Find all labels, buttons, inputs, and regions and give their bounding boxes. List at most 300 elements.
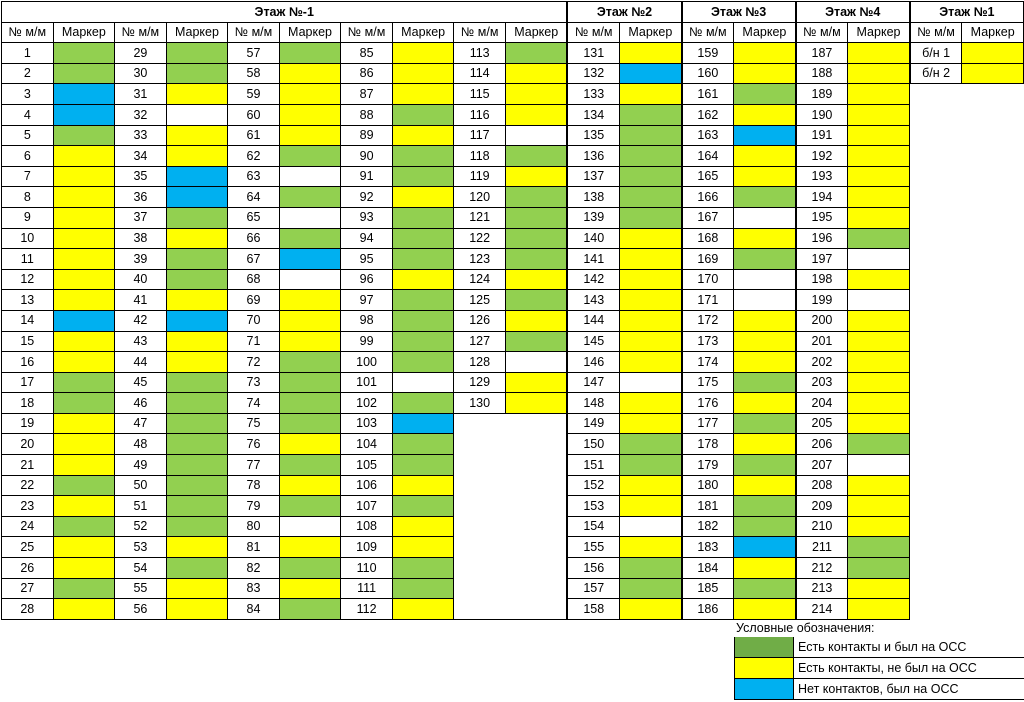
marker-cell[interactable] xyxy=(166,228,228,249)
space-number[interactable]: 10 xyxy=(2,228,54,249)
space-number[interactable]: 138 xyxy=(567,187,619,208)
marker-cell[interactable] xyxy=(166,578,228,599)
marker-cell[interactable] xyxy=(848,187,910,208)
space-number[interactable]: 87 xyxy=(341,84,393,105)
space-number[interactable]: 63 xyxy=(228,166,280,187)
marker-cell[interactable] xyxy=(166,455,228,476)
marker-cell[interactable] xyxy=(279,331,341,352)
space-number[interactable]: 56 xyxy=(115,599,167,620)
space-number[interactable]: 105 xyxy=(341,455,393,476)
marker-cell[interactable] xyxy=(392,393,454,414)
space-number[interactable]: 166 xyxy=(682,187,734,208)
marker-cell[interactable] xyxy=(53,434,115,455)
space-number[interactable]: 54 xyxy=(115,558,167,579)
space-number[interactable]: 107 xyxy=(341,496,393,517)
space-number[interactable]: 14 xyxy=(2,310,54,331)
space-number[interactable]: 17 xyxy=(2,372,54,393)
marker-cell[interactable] xyxy=(848,331,910,352)
space-number[interactable]: 211 xyxy=(796,537,848,558)
marker-cell[interactable] xyxy=(505,84,567,105)
space-number[interactable]: 31 xyxy=(115,84,167,105)
marker-cell[interactable] xyxy=(734,249,796,270)
space-number[interactable]: 204 xyxy=(796,393,848,414)
space-number[interactable]: 6 xyxy=(2,146,54,167)
marker-cell[interactable] xyxy=(279,228,341,249)
marker-cell[interactable] xyxy=(166,187,228,208)
marker-cell[interactable] xyxy=(279,84,341,105)
marker-cell[interactable] xyxy=(53,146,115,167)
space-number[interactable]: 30 xyxy=(115,63,167,84)
marker-cell[interactable] xyxy=(848,496,910,517)
marker-cell[interactable] xyxy=(734,578,796,599)
marker-cell[interactable] xyxy=(848,558,910,579)
space-number[interactable]: 183 xyxy=(682,537,734,558)
marker-cell[interactable] xyxy=(53,249,115,270)
marker-cell[interactable] xyxy=(620,290,682,311)
marker-cell[interactable] xyxy=(166,475,228,496)
marker-cell[interactable] xyxy=(279,578,341,599)
space-number[interactable]: 161 xyxy=(682,84,734,105)
space-number[interactable]: 85 xyxy=(341,43,393,64)
space-number[interactable]: 73 xyxy=(228,372,280,393)
space-number[interactable]: 133 xyxy=(567,84,619,105)
space-number[interactable]: 208 xyxy=(796,475,848,496)
space-number[interactable]: 109 xyxy=(341,537,393,558)
marker-cell[interactable] xyxy=(505,63,567,84)
marker-cell[interactable] xyxy=(620,331,682,352)
space-number[interactable]: 78 xyxy=(228,475,280,496)
marker-cell[interactable] xyxy=(166,310,228,331)
marker-cell[interactable] xyxy=(505,372,567,393)
space-number[interactable]: 134 xyxy=(567,104,619,125)
space-number[interactable]: 37 xyxy=(115,207,167,228)
space-number[interactable]: 106 xyxy=(341,475,393,496)
space-number[interactable]: 62 xyxy=(228,146,280,167)
space-number[interactable]: 130 xyxy=(454,393,506,414)
marker-cell[interactable] xyxy=(392,496,454,517)
space-number[interactable]: 206 xyxy=(796,434,848,455)
marker-cell[interactable] xyxy=(392,187,454,208)
space-number[interactable]: 13 xyxy=(2,290,54,311)
marker-cell[interactable] xyxy=(505,331,567,352)
marker-cell[interactable] xyxy=(734,125,796,146)
marker-cell[interactable] xyxy=(166,63,228,84)
marker-cell[interactable] xyxy=(734,331,796,352)
marker-cell[interactable] xyxy=(848,413,910,434)
space-number[interactable]: 45 xyxy=(115,372,167,393)
space-number[interactable]: 68 xyxy=(228,269,280,290)
marker-cell[interactable] xyxy=(734,310,796,331)
marker-cell[interactable] xyxy=(848,310,910,331)
marker-cell[interactable] xyxy=(848,516,910,537)
space-number[interactable]: 199 xyxy=(796,290,848,311)
marker-cell[interactable] xyxy=(848,352,910,373)
space-number[interactable]: 49 xyxy=(115,455,167,476)
marker-cell[interactable] xyxy=(620,578,682,599)
marker-cell[interactable] xyxy=(734,496,796,517)
space-number[interactable]: 27 xyxy=(2,578,54,599)
marker-cell[interactable] xyxy=(392,372,454,393)
space-number[interactable]: 32 xyxy=(115,104,167,125)
space-number[interactable]: 136 xyxy=(567,146,619,167)
space-number[interactable]: 43 xyxy=(115,331,167,352)
space-number[interactable]: 92 xyxy=(341,187,393,208)
space-number[interactable]: 94 xyxy=(341,228,393,249)
space-number[interactable]: 55 xyxy=(115,578,167,599)
marker-cell[interactable] xyxy=(53,331,115,352)
marker-cell[interactable] xyxy=(279,352,341,373)
space-number[interactable]: 65 xyxy=(228,207,280,228)
marker-cell[interactable] xyxy=(620,413,682,434)
marker-cell[interactable] xyxy=(392,413,454,434)
space-number[interactable]: 164 xyxy=(682,146,734,167)
space-number[interactable]: 67 xyxy=(228,249,280,270)
space-number[interactable]: 33 xyxy=(115,125,167,146)
marker-cell[interactable] xyxy=(848,537,910,558)
marker-cell[interactable] xyxy=(279,43,341,64)
space-number[interactable]: 66 xyxy=(228,228,280,249)
space-number[interactable]: 39 xyxy=(115,249,167,270)
space-number[interactable]: 60 xyxy=(228,104,280,125)
space-number[interactable]: 88 xyxy=(341,104,393,125)
marker-cell[interactable] xyxy=(620,228,682,249)
marker-cell[interactable] xyxy=(505,249,567,270)
space-number[interactable]: 213 xyxy=(796,578,848,599)
space-number[interactable]: 50 xyxy=(115,475,167,496)
space-number[interactable]: 84 xyxy=(228,599,280,620)
marker-cell[interactable] xyxy=(392,455,454,476)
marker-cell[interactable] xyxy=(166,104,228,125)
marker-cell[interactable] xyxy=(848,249,910,270)
space-number[interactable]: 64 xyxy=(228,187,280,208)
space-number[interactable]: 57 xyxy=(228,43,280,64)
space-number[interactable]: 147 xyxy=(567,372,619,393)
marker-cell[interactable] xyxy=(279,372,341,393)
marker-cell[interactable] xyxy=(166,331,228,352)
space-number[interactable]: 18 xyxy=(2,393,54,414)
space-number[interactable]: 184 xyxy=(682,558,734,579)
space-number[interactable]: 175 xyxy=(682,372,734,393)
marker-cell[interactable] xyxy=(392,207,454,228)
space-number[interactable]: 52 xyxy=(115,516,167,537)
marker-cell[interactable] xyxy=(279,125,341,146)
marker-cell[interactable] xyxy=(166,413,228,434)
space-number[interactable]: 53 xyxy=(115,537,167,558)
space-number[interactable]: 83 xyxy=(228,578,280,599)
marker-cell[interactable] xyxy=(392,310,454,331)
space-number[interactable]: 194 xyxy=(796,187,848,208)
space-number[interactable]: 16 xyxy=(2,352,54,373)
space-number[interactable]: 190 xyxy=(796,104,848,125)
space-number[interactable]: 21 xyxy=(2,455,54,476)
marker-cell[interactable] xyxy=(848,269,910,290)
space-number[interactable]: 168 xyxy=(682,228,734,249)
space-number[interactable]: 173 xyxy=(682,331,734,352)
marker-cell[interactable] xyxy=(505,290,567,311)
marker-cell[interactable] xyxy=(505,207,567,228)
marker-cell[interactable] xyxy=(279,249,341,270)
marker-cell[interactable] xyxy=(848,43,910,64)
marker-cell[interactable] xyxy=(620,187,682,208)
space-number[interactable]: 26 xyxy=(2,558,54,579)
marker-cell[interactable] xyxy=(505,310,567,331)
space-number[interactable]: 169 xyxy=(682,249,734,270)
space-number[interactable]: 19 xyxy=(2,413,54,434)
marker-cell[interactable] xyxy=(166,207,228,228)
space-number[interactable]: 7 xyxy=(2,166,54,187)
space-number[interactable]: 122 xyxy=(454,228,506,249)
space-number[interactable]: 193 xyxy=(796,166,848,187)
space-number[interactable]: 151 xyxy=(567,455,619,476)
space-number[interactable]: б/н 2 xyxy=(910,63,962,84)
marker-cell[interactable] xyxy=(166,393,228,414)
space-number[interactable]: 113 xyxy=(454,43,506,64)
marker-cell[interactable] xyxy=(166,146,228,167)
marker-cell[interactable] xyxy=(962,63,1024,84)
marker-cell[interactable] xyxy=(505,187,567,208)
marker-cell[interactable] xyxy=(53,269,115,290)
marker-cell[interactable] xyxy=(53,228,115,249)
marker-cell[interactable] xyxy=(392,290,454,311)
marker-cell[interactable] xyxy=(734,166,796,187)
space-number[interactable]: 24 xyxy=(2,516,54,537)
space-number[interactable]: 143 xyxy=(567,290,619,311)
space-number[interactable]: 110 xyxy=(341,558,393,579)
space-number[interactable]: 51 xyxy=(115,496,167,517)
marker-cell[interactable] xyxy=(734,558,796,579)
marker-cell[interactable] xyxy=(734,290,796,311)
marker-cell[interactable] xyxy=(734,352,796,373)
marker-cell[interactable] xyxy=(392,331,454,352)
space-number[interactable]: 76 xyxy=(228,434,280,455)
marker-cell[interactable] xyxy=(848,455,910,476)
space-number[interactable]: 203 xyxy=(796,372,848,393)
marker-cell[interactable] xyxy=(279,413,341,434)
marker-cell[interactable] xyxy=(848,63,910,84)
marker-cell[interactable] xyxy=(392,475,454,496)
marker-cell[interactable] xyxy=(279,599,341,620)
space-number[interactable]: 116 xyxy=(454,104,506,125)
marker-cell[interactable] xyxy=(848,125,910,146)
marker-cell[interactable] xyxy=(166,125,228,146)
marker-cell[interactable] xyxy=(53,84,115,105)
space-number[interactable]: 129 xyxy=(454,372,506,393)
space-number[interactable]: 95 xyxy=(341,249,393,270)
space-number[interactable]: 61 xyxy=(228,125,280,146)
space-number[interactable]: 102 xyxy=(341,393,393,414)
space-number[interactable]: 9 xyxy=(2,207,54,228)
marker-cell[interactable] xyxy=(166,166,228,187)
marker-cell[interactable] xyxy=(279,269,341,290)
space-number[interactable]: 201 xyxy=(796,331,848,352)
marker-cell[interactable] xyxy=(620,516,682,537)
marker-cell[interactable] xyxy=(53,166,115,187)
marker-cell[interactable] xyxy=(392,84,454,105)
marker-cell[interactable] xyxy=(734,228,796,249)
space-number[interactable]: 12 xyxy=(2,269,54,290)
marker-cell[interactable] xyxy=(620,146,682,167)
space-number[interactable]: 192 xyxy=(796,146,848,167)
space-number[interactable]: 38 xyxy=(115,228,167,249)
space-number[interactable]: 108 xyxy=(341,516,393,537)
space-number[interactable]: 59 xyxy=(228,84,280,105)
space-number[interactable]: 214 xyxy=(796,599,848,620)
space-number[interactable]: 91 xyxy=(341,166,393,187)
space-number[interactable]: 118 xyxy=(454,146,506,167)
space-number[interactable]: 171 xyxy=(682,290,734,311)
space-number[interactable]: 142 xyxy=(567,269,619,290)
space-number[interactable]: 123 xyxy=(454,249,506,270)
marker-cell[interactable] xyxy=(53,104,115,125)
marker-cell[interactable] xyxy=(620,352,682,373)
space-number[interactable]: 96 xyxy=(341,269,393,290)
space-number[interactable]: 125 xyxy=(454,290,506,311)
space-number[interactable]: 165 xyxy=(682,166,734,187)
marker-cell[interactable] xyxy=(848,166,910,187)
marker-cell[interactable] xyxy=(53,43,115,64)
space-number[interactable]: 11 xyxy=(2,249,54,270)
marker-cell[interactable] xyxy=(392,352,454,373)
marker-cell[interactable] xyxy=(734,516,796,537)
space-number[interactable]: 70 xyxy=(228,310,280,331)
space-number[interactable]: 162 xyxy=(682,104,734,125)
space-number[interactable]: 29 xyxy=(115,43,167,64)
marker-cell[interactable] xyxy=(505,146,567,167)
space-number[interactable]: 81 xyxy=(228,537,280,558)
marker-cell[interactable] xyxy=(392,104,454,125)
space-number[interactable]: 112 xyxy=(341,599,393,620)
marker-cell[interactable] xyxy=(392,228,454,249)
space-number[interactable]: 172 xyxy=(682,310,734,331)
marker-cell[interactable] xyxy=(620,84,682,105)
space-number[interactable]: 144 xyxy=(567,310,619,331)
space-number[interactable]: 149 xyxy=(567,413,619,434)
space-number[interactable]: 139 xyxy=(567,207,619,228)
space-number[interactable]: 82 xyxy=(228,558,280,579)
marker-cell[interactable] xyxy=(279,310,341,331)
marker-cell[interactable] xyxy=(505,269,567,290)
space-number[interactable]: 103 xyxy=(341,413,393,434)
space-number[interactable]: 48 xyxy=(115,434,167,455)
space-number[interactable]: 200 xyxy=(796,310,848,331)
space-number[interactable]: 186 xyxy=(682,599,734,620)
marker-cell[interactable] xyxy=(392,146,454,167)
marker-cell[interactable] xyxy=(53,599,115,620)
marker-cell[interactable] xyxy=(848,372,910,393)
marker-cell[interactable] xyxy=(53,413,115,434)
marker-cell[interactable] xyxy=(166,516,228,537)
marker-cell[interactable] xyxy=(620,104,682,125)
space-number[interactable]: 86 xyxy=(341,63,393,84)
space-number[interactable]: 191 xyxy=(796,125,848,146)
marker-cell[interactable] xyxy=(279,516,341,537)
marker-cell[interactable] xyxy=(53,187,115,208)
space-number[interactable]: б/н 1 xyxy=(910,43,962,64)
marker-cell[interactable] xyxy=(53,475,115,496)
marker-cell[interactable] xyxy=(166,558,228,579)
space-number[interactable]: 132 xyxy=(567,63,619,84)
space-number[interactable]: 128 xyxy=(454,352,506,373)
space-number[interactable]: 36 xyxy=(115,187,167,208)
space-number[interactable]: 180 xyxy=(682,475,734,496)
space-number[interactable]: 131 xyxy=(567,43,619,64)
marker-cell[interactable] xyxy=(848,104,910,125)
space-number[interactable]: 159 xyxy=(682,43,734,64)
space-number[interactable]: 177 xyxy=(682,413,734,434)
marker-cell[interactable] xyxy=(848,393,910,414)
space-number[interactable]: 28 xyxy=(2,599,54,620)
space-number[interactable]: 2 xyxy=(2,63,54,84)
marker-cell[interactable] xyxy=(166,249,228,270)
space-number[interactable]: 135 xyxy=(567,125,619,146)
marker-cell[interactable] xyxy=(392,249,454,270)
marker-cell[interactable] xyxy=(848,475,910,496)
space-number[interactable]: 124 xyxy=(454,269,506,290)
marker-cell[interactable] xyxy=(734,104,796,125)
marker-cell[interactable] xyxy=(505,352,567,373)
marker-cell[interactable] xyxy=(734,372,796,393)
space-number[interactable]: 210 xyxy=(796,516,848,537)
space-number[interactable]: 176 xyxy=(682,393,734,414)
marker-cell[interactable] xyxy=(392,269,454,290)
space-number[interactable]: 140 xyxy=(567,228,619,249)
space-number[interactable]: 155 xyxy=(567,537,619,558)
marker-cell[interactable] xyxy=(166,43,228,64)
space-number[interactable]: 44 xyxy=(115,352,167,373)
space-number[interactable]: 15 xyxy=(2,331,54,352)
marker-cell[interactable] xyxy=(279,496,341,517)
space-number[interactable]: 47 xyxy=(115,413,167,434)
space-number[interactable]: 209 xyxy=(796,496,848,517)
marker-cell[interactable] xyxy=(848,84,910,105)
space-number[interactable]: 146 xyxy=(567,352,619,373)
space-number[interactable]: 99 xyxy=(341,331,393,352)
space-number[interactable]: 158 xyxy=(567,599,619,620)
marker-cell[interactable] xyxy=(620,537,682,558)
marker-cell[interactable] xyxy=(848,599,910,620)
marker-cell[interactable] xyxy=(53,537,115,558)
marker-cell[interactable] xyxy=(734,393,796,414)
space-number[interactable]: 25 xyxy=(2,537,54,558)
marker-cell[interactable] xyxy=(392,599,454,620)
marker-cell[interactable] xyxy=(620,249,682,270)
space-number[interactable]: 4 xyxy=(2,104,54,125)
space-number[interactable]: 188 xyxy=(796,63,848,84)
marker-cell[interactable] xyxy=(279,290,341,311)
marker-cell[interactable] xyxy=(734,63,796,84)
marker-cell[interactable] xyxy=(505,166,567,187)
space-number[interactable]: 98 xyxy=(341,310,393,331)
marker-cell[interactable] xyxy=(620,455,682,476)
space-number[interactable]: 185 xyxy=(682,578,734,599)
marker-cell[interactable] xyxy=(279,475,341,496)
space-number[interactable]: 153 xyxy=(567,496,619,517)
space-number[interactable]: 114 xyxy=(454,63,506,84)
space-number[interactable]: 126 xyxy=(454,310,506,331)
space-number[interactable]: 3 xyxy=(2,84,54,105)
space-number[interactable]: 72 xyxy=(228,352,280,373)
marker-cell[interactable] xyxy=(962,43,1024,64)
marker-cell[interactable] xyxy=(53,372,115,393)
marker-cell[interactable] xyxy=(505,125,567,146)
marker-cell[interactable] xyxy=(620,125,682,146)
space-number[interactable]: 41 xyxy=(115,290,167,311)
marker-cell[interactable] xyxy=(392,558,454,579)
marker-cell[interactable] xyxy=(620,43,682,64)
marker-cell[interactable] xyxy=(734,84,796,105)
marker-cell[interactable] xyxy=(620,393,682,414)
marker-cell[interactable] xyxy=(392,166,454,187)
